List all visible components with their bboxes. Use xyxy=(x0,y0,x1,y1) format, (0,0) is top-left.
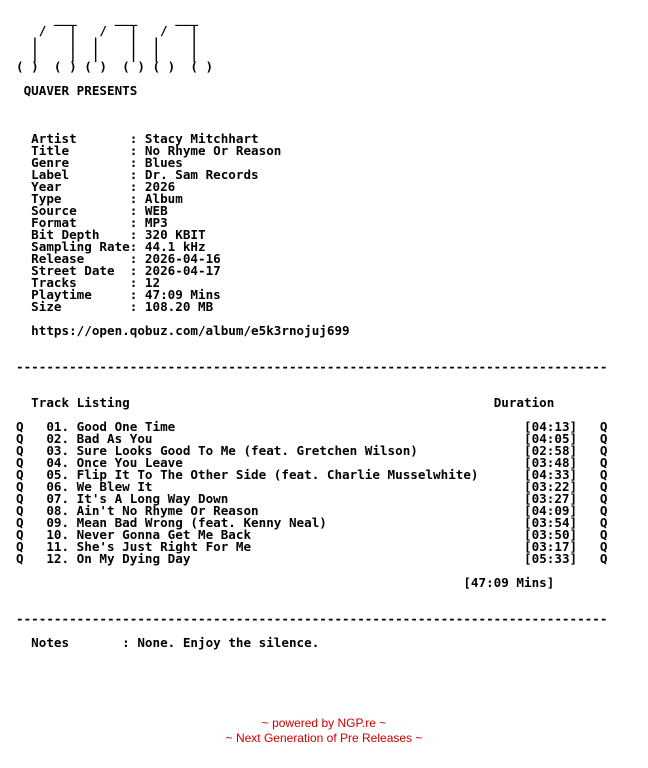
info-key: Genre xyxy=(16,155,130,170)
track-title: 03. Sure Looks Good To Me (feat. Gretchen Wilson) xyxy=(23,443,418,458)
info-key: Release xyxy=(16,251,130,266)
track-duration: [02:58] xyxy=(524,443,578,458)
track-duration: [04:13] xyxy=(524,419,578,434)
track-marker: Q xyxy=(16,443,24,458)
track-title: 07. It's A Long Way Down xyxy=(23,491,229,506)
info-row: Format : MP3 xyxy=(16,215,168,230)
footer-powered-by: ~ powered by NGP.re ~ xyxy=(261,716,387,730)
info-value: MP3 xyxy=(144,215,168,230)
track-marker: Q xyxy=(16,539,24,554)
track-title: 12. On My Dying Day xyxy=(23,551,191,566)
info-value: Dr. Sam Records xyxy=(144,167,259,182)
info-key: Playtime xyxy=(16,287,130,302)
track-marker: Q xyxy=(599,491,608,506)
track-marker: Q xyxy=(599,431,608,446)
track-listing-header xyxy=(16,397,640,409)
info-row: Sampling Rate: 44.1 kHz xyxy=(16,239,206,254)
info-key: Format xyxy=(16,215,130,230)
track-marker: Q xyxy=(16,455,24,470)
info-value: 44.1 kHz xyxy=(144,239,206,254)
track-marker: Q xyxy=(16,503,24,518)
presenter-line xyxy=(16,85,640,97)
info-row: Type : Album xyxy=(16,191,183,206)
total-playtime xyxy=(16,577,640,589)
notes-key: Notes xyxy=(16,635,123,650)
info-row: Source : WEB xyxy=(16,203,168,218)
track-duration: [04:05] xyxy=(524,431,578,446)
track-duration: [03:22] xyxy=(524,479,578,494)
info-key: Label xyxy=(16,167,130,182)
track-marker: Q xyxy=(16,515,24,530)
info-key: Source xyxy=(16,203,130,218)
info-row: Bit Depth : 320 KBIT xyxy=(16,227,206,242)
info-key: Type xyxy=(16,191,130,206)
info-key: Artist xyxy=(16,131,130,146)
logo-line: / | / | / | xyxy=(16,23,198,38)
track-title: 06. We Blew It xyxy=(23,479,153,494)
track-title: 01. Good One Time xyxy=(23,419,176,434)
logo-line: ___ ___ ___ xyxy=(16,11,198,26)
track-marker: Q xyxy=(599,443,608,458)
track-title: 10. Never Gonna Get Me Back xyxy=(23,527,252,542)
info-value: 2026-04-17 xyxy=(144,263,221,278)
track-duration: [03:27] xyxy=(524,491,578,506)
track-duration: [04:33] xyxy=(524,467,578,482)
separator: ------------------------------------------------------------------------------ xyxy=(16,359,608,374)
track-marker: Q xyxy=(16,467,24,482)
track-marker: Q xyxy=(599,419,608,434)
nfo-text xyxy=(16,13,640,649)
track-title: 05. Flip It To The Other Side (feat. Charlie Musselwhite) xyxy=(23,467,479,482)
info-key: Bit Depth xyxy=(16,227,130,242)
info-key: Sampling Rate xyxy=(16,239,130,254)
info-value: No Rhyme Or Reason xyxy=(144,143,282,158)
duration-header: Duration xyxy=(493,395,555,410)
track-marker: Q xyxy=(16,527,24,542)
info-value: 12 xyxy=(144,275,161,290)
track-duration: [03:48] xyxy=(524,455,578,470)
track-duration: [05:33] xyxy=(524,551,578,566)
total-duration: [47:09 Mins] xyxy=(463,575,555,590)
url-line xyxy=(16,325,640,337)
logo-line: | | | | | | xyxy=(16,35,198,50)
info-value: Album xyxy=(144,191,183,206)
track-listing-title: Track Listing xyxy=(16,395,130,410)
notes-line: Notes : None. Enjoy the silence. xyxy=(16,635,320,650)
track-duration: [03:17] xyxy=(524,539,578,554)
info-row: Release : 2026-04-16 xyxy=(16,251,221,266)
track-list xyxy=(16,421,640,565)
info-key: Tracks xyxy=(16,275,130,290)
logo-line: ( ) ( ) ( ) ( ) ( ) ( ) xyxy=(16,59,214,74)
info-key: Year xyxy=(16,179,130,194)
info-value: WEB xyxy=(144,203,168,218)
info-value: 2026 xyxy=(144,179,176,194)
track-marker: Q xyxy=(599,455,608,470)
info-row: Title : No Rhyme Or Reason xyxy=(16,143,282,158)
info-value: Blues xyxy=(144,155,183,170)
info-row: Artist : Stacy Mitchhart xyxy=(16,131,259,146)
track-duration: [04:09] xyxy=(524,503,578,518)
info-key: Street Date xyxy=(16,263,130,278)
logo-line: | | | | | | xyxy=(16,47,198,62)
info-value: 320 KBIT xyxy=(144,227,206,242)
track-duration: [03:50] xyxy=(524,527,578,542)
album-link[interactable]: https://open.qobuz.com/album/e5k3rnojuj699 xyxy=(31,323,350,338)
info-row: Tracks : 12 xyxy=(16,275,161,290)
info-row: Playtime : 47:09 Mins xyxy=(16,287,221,302)
track-marker: Q xyxy=(16,491,24,506)
info-key: Title xyxy=(16,143,130,158)
info-row: Size : 108.20 MB xyxy=(16,299,214,314)
track-marker: Q xyxy=(16,479,24,494)
separator: ------------------------------------------------------------------------------ xyxy=(16,611,608,626)
info-value: Stacy Mitchhart xyxy=(144,131,259,146)
track-marker: Q xyxy=(599,503,608,518)
track-title: 11. She's Just Right For Me xyxy=(23,539,252,554)
info-row: Year : 2026 xyxy=(16,179,176,194)
info-key: Size xyxy=(16,299,130,314)
track-duration: [03:54] xyxy=(524,515,578,530)
footer-tagline: ~ Next Generation of Pre Releases ~ xyxy=(225,731,423,745)
track-row xyxy=(16,553,640,565)
track-marker: Q xyxy=(16,551,24,566)
track-marker: Q xyxy=(16,431,24,446)
track-marker: Q xyxy=(599,515,608,530)
track-marker: Q xyxy=(599,479,608,494)
presenter: QUAVER PRESENTS xyxy=(23,83,138,98)
track-marker: Q xyxy=(16,419,24,434)
info-value: 2026-04-16 xyxy=(144,251,221,266)
info-value: 108.20 MB xyxy=(144,299,214,314)
track-title: 02. Bad As You xyxy=(23,431,153,446)
track-title: 09. Mean Bad Wrong (feat. Kenny Neal) xyxy=(23,515,327,530)
info-row: Label : Dr. Sam Records xyxy=(16,167,259,182)
track-title: 08. Ain't No Rhyme Or Reason xyxy=(23,503,259,518)
track-marker: Q xyxy=(599,551,608,566)
info-value: 47:09 Mins xyxy=(144,287,221,302)
track-marker: Q xyxy=(599,527,608,542)
track-title: 04. Once You Leave xyxy=(23,455,183,470)
track-marker: Q xyxy=(599,539,608,554)
info-row: Genre : Blues xyxy=(16,155,183,170)
notes-value: None. Enjoy the silence. xyxy=(137,635,320,650)
track-marker: Q xyxy=(599,467,608,482)
info-row: Street Date : 2026-04-17 xyxy=(16,263,221,278)
release-info xyxy=(16,133,640,313)
